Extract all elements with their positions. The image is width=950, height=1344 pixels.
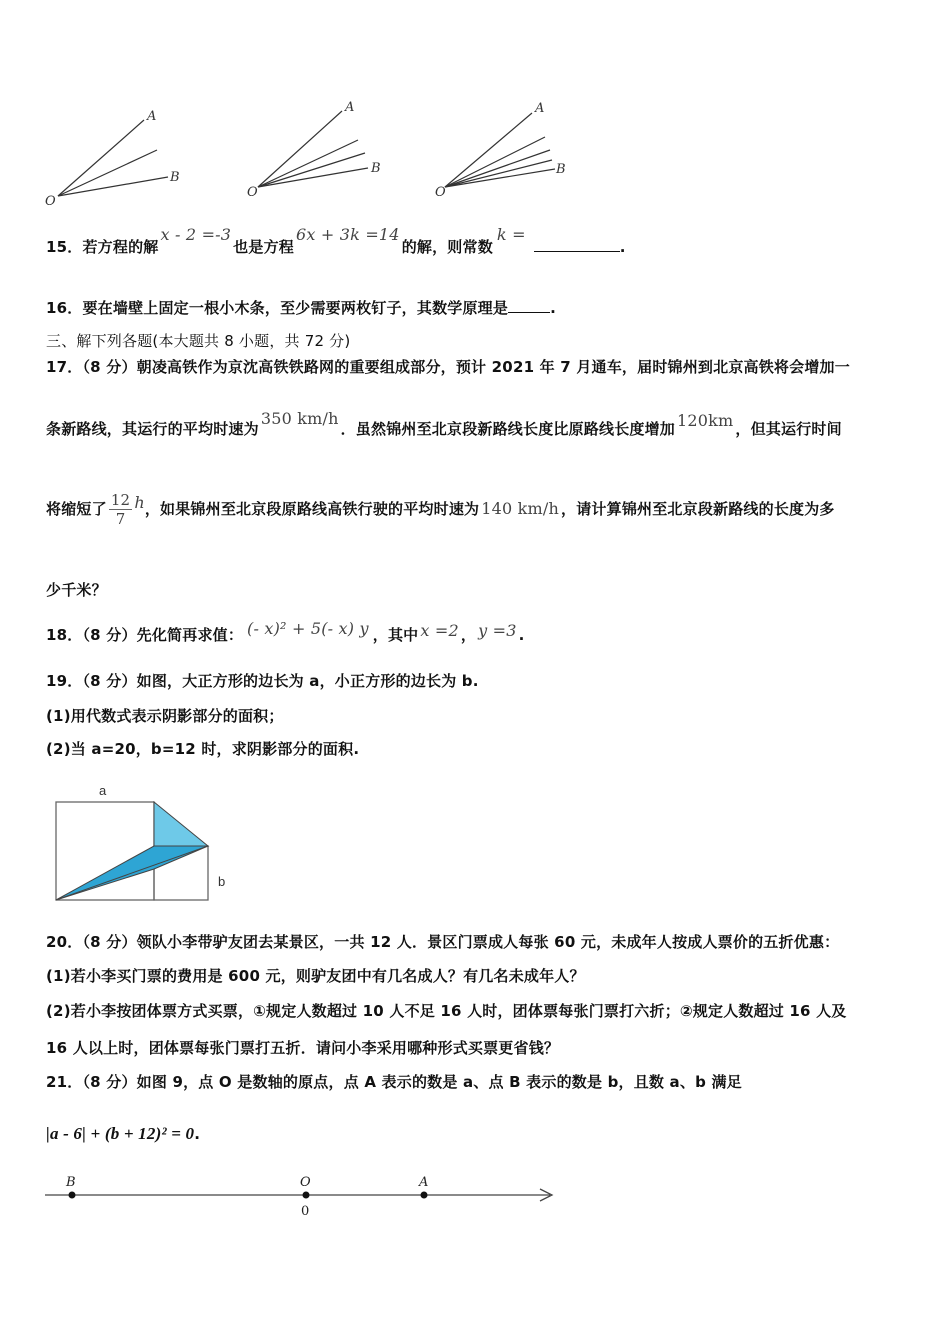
fig3-label-a: A (535, 101, 545, 116)
q18-x-value: x =2 (420, 621, 459, 640)
number-line-point-o (303, 1192, 310, 1199)
fig1-label-b: B (170, 170, 180, 185)
q15-text-2: 也是方程 (233, 238, 294, 256)
question-18 (46, 619, 525, 645)
q15-equation-2: 6x + 3k =14 (295, 225, 400, 244)
q17-line-3c: ，请计算锦州至北京段新路线的长度为多 (561, 500, 835, 518)
q19-large-square (56, 802, 154, 900)
q21-equation: |a - 6| + (b + 12)² = 0 (46, 1124, 195, 1143)
angle-figure-1 (58, 120, 168, 196)
q17-fraction (109, 491, 133, 528)
question-17-line-1 (46, 356, 850, 377)
number-line-point-b (69, 1192, 76, 1199)
q15-answer-blank[interactable] (534, 251, 620, 252)
q18-text-1: （8 分）先化简再求值： (82, 626, 244, 644)
question-21-equation-line (46, 1124, 200, 1144)
q17-added-length: 120km (677, 411, 734, 430)
q19-shaded-triangle-upper (154, 802, 208, 846)
number-line-label-b: B (66, 1175, 76, 1190)
number-line-point-a (421, 1192, 428, 1199)
question-20 (46, 931, 839, 952)
q16-answer-blank[interactable] (508, 312, 550, 313)
question-17-line-2 (46, 409, 842, 439)
fig2-label-a: A (345, 100, 355, 115)
q18-number: 18． (46, 626, 83, 644)
angle-figures (40, 95, 600, 210)
question-15 (46, 225, 626, 257)
q18-end: . (518, 626, 525, 644)
q17-fraction-unit: h (134, 493, 145, 512)
q15-end: . (619, 238, 626, 256)
q16-number: 16． (46, 299, 83, 317)
q19-number: 19． (46, 672, 83, 690)
q21-number: 21． (46, 1073, 83, 1091)
q17-line-2a: 条新路线，其运行的平均时速为 (46, 420, 259, 438)
q16-text: 要在墙壁上固定一根小木条，至少需要两枚钉子，其数学原理是 (82, 299, 509, 317)
number-line-label-zero: 0 (301, 1204, 310, 1219)
q19-figure-label-a: a (99, 783, 107, 798)
q21-text: （8 分）如图 9，点 O 是数轴的原点，点 A 表示的数是 a、点 B 表示的数是 b，且数 a、b 满足 (82, 1073, 742, 1091)
q17-line-1-text: （8 分）朝凌高铁作为京沈高铁铁路网的重要组成部分，预计 2021 年 7 月通车，届时锦州到北京高铁将会增加一 (82, 358, 850, 376)
q17-fraction-denominator: 7 (115, 510, 126, 528)
q21-end: . (194, 1125, 201, 1143)
q17-number: 17． (46, 358, 83, 376)
fig2-label-o: O (247, 185, 258, 200)
q17-line-3a: 将缩短了 (46, 500, 107, 518)
fig1-label-o: O (45, 194, 56, 209)
q17-line-2b: ．虽然锦州至北京段新路线长度比原路线长度增加 (340, 420, 676, 438)
q20-text: （8 分）领队小李带驴友团去某景区，一共 12 人．景区门票成人每张 60 元，未成年人按成人票价的五折优惠： (82, 933, 840, 951)
q19-text: （8 分）如图，大正方形的边长为 a，小正方形的边长为 b. (82, 672, 479, 690)
section-3-title: 三、解下列各题(本大题共 8 小题，共 72 分) (46, 332, 351, 350)
question-20-part-2b: 16 人以上时，团体票每张门票打五折．请问小李采用哪种形式买票更省钱？ (46, 1039, 560, 1057)
question-21 (46, 1071, 742, 1092)
question-19-part-2: (2)当 a=20，b=12 时，求阴影部分的面积. (46, 740, 360, 758)
q15-number: 15． (46, 238, 83, 256)
angle-figure-3 (445, 113, 555, 187)
q18-expression: (- x)² + 5(- x) y (247, 619, 369, 638)
q15-text-3: 的解，则常数 (401, 238, 493, 256)
angle-figure-2 (258, 111, 368, 187)
number-line-label-o: O (300, 1175, 311, 1190)
q17-line-2c: ，但其运行时间 (735, 420, 842, 438)
fig1-label-a: A (147, 109, 157, 124)
q18-y-value: y =3 (478, 621, 517, 640)
fig3-label-b: B (556, 162, 566, 177)
q17-line-3b: ，如果锦州至北京段原路线高铁行驶的平均时速为 (144, 500, 480, 518)
fig2-label-b: B (371, 161, 381, 176)
fig3-label-o: O (435, 185, 446, 200)
question-19 (46, 670, 479, 691)
question-20-part-2a: (2)若小李按团体票方式买票，①规定人数超过 10 人不足 16 人时，团体票每张门票打六折；②规定人数超过 16 人及 (46, 1002, 847, 1020)
question-20-part-1: (1)若小李买门票的费用是 600 元，则驴友团中有几名成人？有几名未成年人？ (46, 967, 585, 985)
q15-equation-1: x - 2 =-3 (160, 225, 232, 244)
q18-separator: ， (460, 626, 477, 644)
q15-text-1: 若方程的解 (82, 238, 159, 256)
number-line-label-a: A (419, 1175, 429, 1190)
q17-speed-new: 350 km/h (260, 409, 339, 428)
q19-figure (50, 780, 240, 910)
question-16 (46, 297, 556, 318)
q21-number-line (40, 1170, 570, 1225)
q17-fraction-numerator: 12 (110, 491, 131, 509)
q19-figure-label-b: b (218, 874, 226, 889)
question-17-line-3 (46, 491, 835, 528)
question-19-part-1: (1)用代数式表示阴影部分的面积； (46, 707, 284, 725)
q16-end: . (550, 299, 556, 317)
q18-text-2: ，其中 (372, 626, 419, 644)
q20-number: 20． (46, 933, 83, 951)
q17-speed-old: 140 km/h (481, 499, 560, 518)
q15-equation-3: k = (496, 225, 526, 244)
question-17-line-4: 少千米？ (46, 581, 107, 599)
